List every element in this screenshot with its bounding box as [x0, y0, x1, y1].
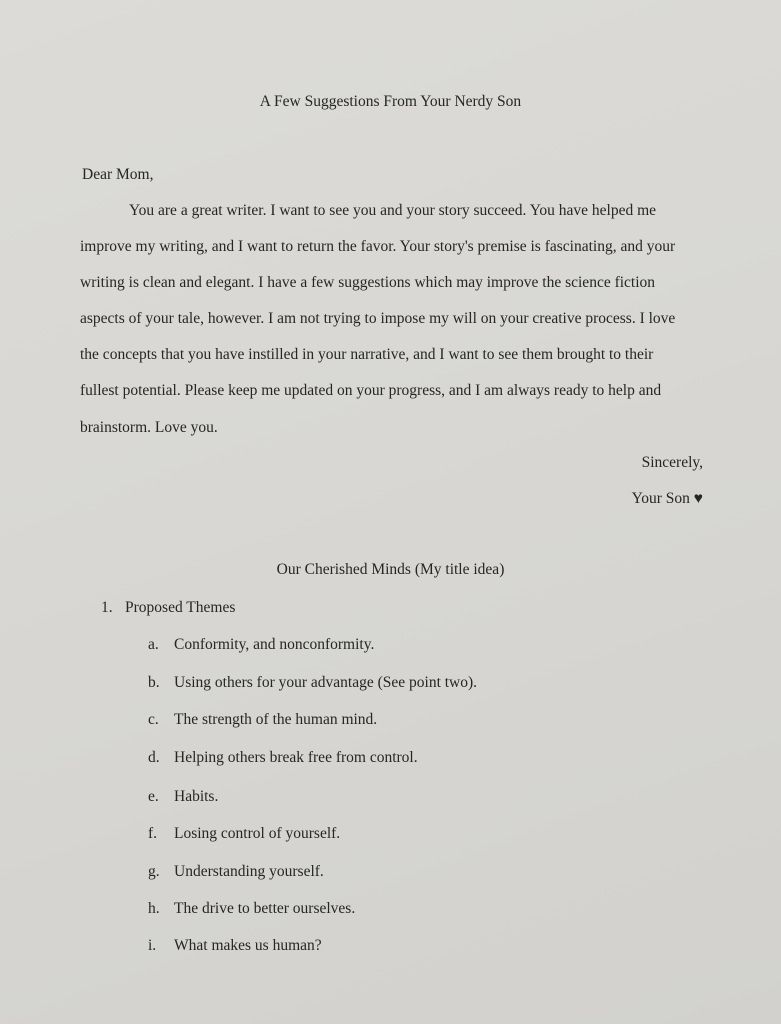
list-marker: h.: [148, 900, 160, 917]
list-item-text: Helping others break free from control.: [174, 749, 418, 766]
outline-title: Our Cherished Minds (My title idea): [276, 561, 505, 578]
list-item-text: Using others for your advantage (See point two).: [174, 674, 478, 691]
section-title: Proposed Themes: [125, 599, 236, 616]
letter-line: brainstorm. Love you.: [80, 419, 218, 436]
list-item-text: Habits.: [174, 788, 219, 805]
section-number: 1.: [101, 599, 113, 616]
list-item-text: Losing control of yourself.: [174, 825, 341, 842]
list-marker: c.: [148, 711, 159, 728]
list-marker: a.: [148, 636, 159, 653]
salutation: Dear Mom,: [82, 166, 154, 183]
list-marker: f.: [148, 825, 158, 842]
list-marker: e.: [148, 788, 159, 805]
letter-line: improve my writing, and I want to return the favor. Your story's premise is fascinating, and your: [80, 238, 676, 255]
list-item-text: The drive to better ourselves.: [174, 900, 356, 917]
letter-line: fullest potential. Please keep me updated on your progress, and I am always ready to help and: [80, 382, 662, 399]
list-marker: b.: [148, 674, 160, 691]
list-marker: g.: [148, 863, 160, 880]
list-item-text: What makes us human?: [174, 937, 322, 954]
letter-line: aspects of your tale, however. I am not trying to impose my will on your creative process. I love: [80, 310, 676, 327]
letter-line: writing is clean and elegant. I have a few suggestions which may improve the science fiction: [80, 274, 656, 291]
letter-line: the concepts that you have instilled in your narrative, and I want to see them brought to their: [80, 346, 654, 363]
list-item-text: The strength of the human mind.: [174, 711, 378, 728]
signature: Your Son ♥: [631, 490, 703, 507]
list-item-text: Understanding yourself.: [174, 863, 324, 880]
closing: Sincerely,: [641, 454, 703, 471]
list-item-text: Conformity, and nonconformity.: [174, 636, 375, 653]
list-marker: d.: [148, 749, 160, 766]
letter-line: You are a great writer. I want to see you and your story succeed. You have helped me: [129, 202, 657, 219]
list-marker: i.: [148, 937, 157, 954]
document-title: A Few Suggestions From Your Nerdy Son: [259, 93, 522, 110]
